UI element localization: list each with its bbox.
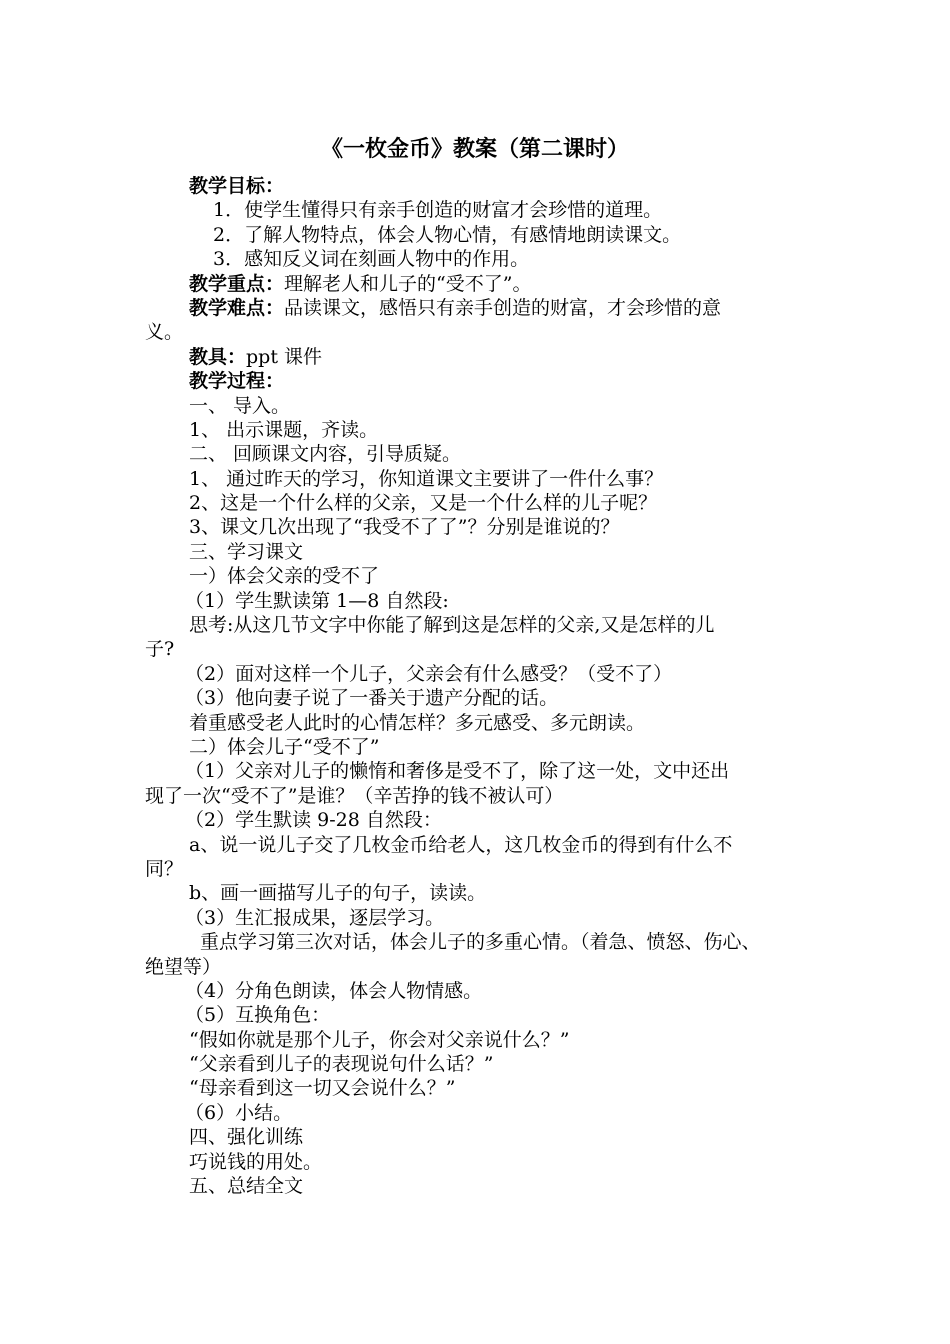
process-line: 子? (145, 638, 175, 661)
process-line: 绝望等） (145, 955, 222, 978)
tools-text: ppt 课件 (246, 345, 323, 368)
objective-item: 1．使学生懂得只有亲手创造的财富才会珍惜的道理。 (213, 199, 663, 222)
objective-item: 2．了解人物特点，体会人物心情，有感情地朗读课文。 (213, 223, 682, 246)
process-line: 五、总结全文 (189, 1175, 304, 1198)
process-line: 着重感受老人此时的心情怎样？多元感受、多元朗读。 (189, 711, 646, 734)
process-line: （3）他向妻子说了一番关于遗产分配的话。 (185, 687, 559, 710)
process-line: 一）体会父亲的受不了 (189, 565, 380, 588)
tools-line (145, 345, 817, 369)
process-line: 同？ (145, 857, 184, 880)
process-line: （2）面对这样一个儿子，父亲会有什么感受？（受不了） (185, 662, 673, 685)
process-line: 1、 出示课题，齐读。 (189, 418, 379, 441)
process-line: a、说一说儿子交了几枚金币给老人，这几枚金币的得到有什么不 (189, 833, 733, 856)
tools-label: 教具： (189, 345, 247, 368)
difficulty-label: 教学难点： (189, 296, 285, 319)
process-line: “母亲看到这一切又会说什么？” (189, 1077, 456, 1100)
key-text: 理解老人和儿子的“受不了”。 (284, 272, 532, 295)
process-line: （3）生汇报成果，逐层学习。 (185, 906, 445, 929)
process-line: （6）小结。 (185, 1101, 293, 1124)
process-line: 四、强化训练 (189, 1126, 304, 1149)
process-line: “父亲看到儿子的表现说句什么话？” (189, 1053, 494, 1076)
process-line: （5）互换角色： (185, 1004, 331, 1027)
key-point (145, 272, 817, 296)
process-heading (145, 369, 817, 393)
process-line: b、画一画描写儿子的句子，读读。 (189, 882, 487, 905)
process-line: 重点学习第三次对话，体会儿子的多重心情。（着急、愤怒、伤心、 (200, 931, 761, 954)
objective-item: 3．感知反义词在刻画人物中的作用。 (213, 248, 530, 271)
difficulty-text-continued: 义。 (145, 321, 184, 344)
process-line: 二）体会儿子“受不了” (189, 735, 380, 758)
process-line: （2）学生默读 9-28 自然段： (185, 809, 442, 832)
process-line: 二、 回顾课文内容，引导质疑。 (189, 443, 462, 466)
process-line: “假如你就是那个儿子，你会对父亲说什么？” (189, 1028, 570, 1051)
document-body (145, 174, 817, 1198)
process-line: （1）学生默读第 1—8 自然段: (185, 589, 449, 612)
process-line: （4）分角色朗读，体会人物情感。 (185, 979, 483, 1002)
process-line: 巧说钱的用处。 (189, 1150, 323, 1173)
process-line: 思考:从这几节文字中你能了解到这是怎样的父亲,又是怎样的儿 (189, 614, 715, 637)
process-label: 教学过程： (189, 370, 285, 393)
objectives-heading (145, 174, 817, 198)
process-line: 3、课文几次出现了“我受不了了”？分别是谁说的？ (189, 516, 620, 539)
document-title: 《一枚金币》教案（第二课时） (320, 136, 629, 162)
process-line: 一、 导入。 (189, 394, 291, 417)
process-line: 1、 通过昨天的学习，你知道课文主要讲了一件什么事？ (189, 467, 664, 490)
objectives-label: 教学目标： (189, 175, 285, 197)
difficulty-text: 品读课文，感悟只有亲手创造的财富，才会珍惜的意 (284, 296, 722, 319)
process-line: 现了一次“受不了”是谁？（辛苦挣的钱不被认可） (145, 784, 564, 807)
difficulty-point (145, 296, 817, 320)
process-line: （1）父亲对儿子的懒惰和奢侈是受不了，除了这一处，文中还出 (185, 760, 730, 783)
process-line: 三、学习课文 (189, 540, 304, 563)
process-line: 2、这是一个什么样的父亲，又是一个什么样的儿子呢？ (189, 492, 658, 515)
key-label: 教学重点： (189, 272, 285, 295)
